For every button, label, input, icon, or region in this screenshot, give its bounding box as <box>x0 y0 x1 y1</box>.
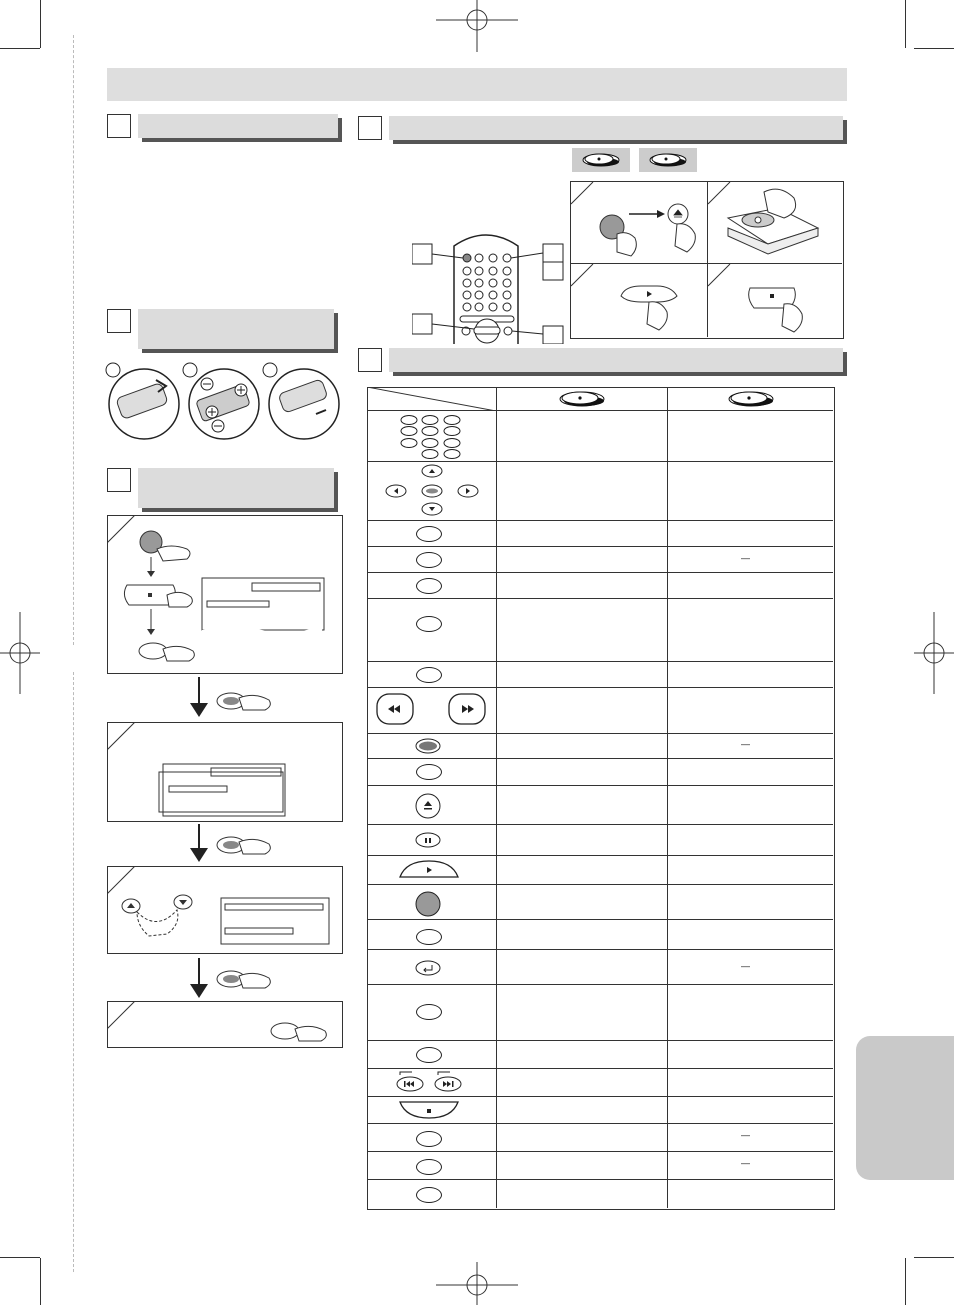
menu-key-icon <box>416 616 442 632</box>
cd-not-available-dash: — <box>741 961 750 971</box>
zoom-key-icon <box>416 1187 442 1203</box>
flow-arrow <box>190 703 208 717</box>
step-panel-1-art <box>107 515 341 672</box>
search-keys-icon <box>376 692 490 728</box>
step-panel-4-art <box>107 1001 341 1046</box>
table-row <box>367 1096 833 1097</box>
remote-control-illustration <box>412 228 564 344</box>
table-header-cd-icon <box>719 388 783 410</box>
return-key-icon <box>414 959 442 977</box>
setup-key-icon <box>416 1004 442 1020</box>
flow-arrow-shaft <box>198 824 200 850</box>
table-row <box>367 1151 833 1152</box>
cd-not-available-dash: — <box>741 1158 750 1168</box>
section-number-2 <box>358 116 382 140</box>
quick-play-step-2 <box>708 182 842 263</box>
table-row <box>367 984 833 985</box>
flow-arrow <box>190 984 208 998</box>
mode-key-icon <box>416 667 442 683</box>
virtual-surround-key-icon <box>416 1159 442 1175</box>
play-key-icon <box>398 857 460 881</box>
cd-not-available-dash: — <box>741 1130 750 1140</box>
table-row <box>367 687 833 688</box>
repeat-key-icon <box>416 764 442 780</box>
crop-mark <box>40 1258 41 1305</box>
quick-play-step-3 <box>571 264 707 337</box>
table-row <box>367 598 833 599</box>
power-key-icon <box>414 891 442 917</box>
setup-button-hand <box>215 688 275 716</box>
table-row <box>367 520 833 521</box>
flow-arrow-shaft <box>198 958 200 986</box>
table-header-diagonal <box>367 387 496 411</box>
table-row <box>367 572 833 573</box>
section-number-4 <box>107 468 131 492</box>
table-row <box>367 855 833 856</box>
page-title-band <box>107 68 847 101</box>
section-number-1 <box>107 114 131 138</box>
enter-button-hand <box>215 966 275 994</box>
clear-key-icon <box>416 552 442 568</box>
step-panel-2-art <box>107 722 341 820</box>
crop-mark <box>905 0 906 48</box>
section-header-4 <box>138 468 334 508</box>
dvd-disc-badge <box>572 148 630 172</box>
registration-mark-bottom <box>436 1262 518 1305</box>
table-col-divider <box>667 387 668 1208</box>
table-col-divider <box>496 387 497 1208</box>
table-row <box>367 1040 833 1041</box>
fold-line <box>73 35 74 645</box>
table-row <box>367 824 833 825</box>
chapter-side-tab <box>856 1036 954 1180</box>
table-header-dvd-icon <box>550 388 614 410</box>
step-panel-3-art <box>107 866 341 952</box>
table-row <box>367 1068 833 1069</box>
table-row <box>367 733 833 734</box>
registration-mark-right <box>914 612 954 694</box>
fold-line <box>73 672 74 1272</box>
registration-mark-top <box>436 0 518 52</box>
title-key-icon <box>416 1047 442 1063</box>
skip-keys-icon <box>394 1070 466 1094</box>
crop-mark <box>914 1257 954 1258</box>
table-row <box>367 1123 833 1124</box>
pause-key-icon <box>414 831 442 849</box>
section-number-5 <box>358 348 382 372</box>
flow-arrow-shaft <box>198 677 200 705</box>
number-keys-icon <box>396 411 466 461</box>
subtitle-key-icon <box>416 1131 442 1147</box>
section-header-3 <box>138 309 334 349</box>
table-row <box>367 785 833 786</box>
open-close-key-icon <box>414 737 442 755</box>
crop-mark <box>905 1258 906 1305</box>
section-number-3 <box>107 309 131 333</box>
audio-key-icon <box>416 526 442 542</box>
arrow-keys-icon <box>380 462 484 520</box>
table-row <box>367 919 833 920</box>
section-header-5 <box>389 348 843 372</box>
table-row <box>367 758 833 759</box>
crop-mark <box>40 0 41 48</box>
crop-mark <box>914 48 954 49</box>
display-key-icon <box>416 578 442 594</box>
quick-play-step-1 <box>571 182 707 263</box>
flow-arrow <box>190 848 208 862</box>
resume-key-icon <box>416 929 442 945</box>
cd-disc-badge <box>639 148 697 172</box>
table-row <box>367 546 833 547</box>
crop-mark <box>0 1257 40 1258</box>
table-row <box>367 1179 833 1180</box>
crop-mark <box>0 48 40 49</box>
quick-play-step-4 <box>708 264 842 337</box>
enter-button-hand <box>215 832 275 860</box>
table-row <box>367 949 833 950</box>
table-row <box>367 884 833 885</box>
cd-not-available-dash: — <box>741 553 750 563</box>
section-header-1 <box>138 114 338 138</box>
stop-key-icon <box>398 1098 460 1122</box>
cd-not-available-dash: — <box>741 739 750 749</box>
section-header-2 <box>389 116 843 140</box>
registration-mark-left <box>0 612 40 694</box>
eject-key-icon <box>413 793 443 819</box>
battery-installation-illustration <box>104 362 344 444</box>
table-row <box>367 661 833 662</box>
